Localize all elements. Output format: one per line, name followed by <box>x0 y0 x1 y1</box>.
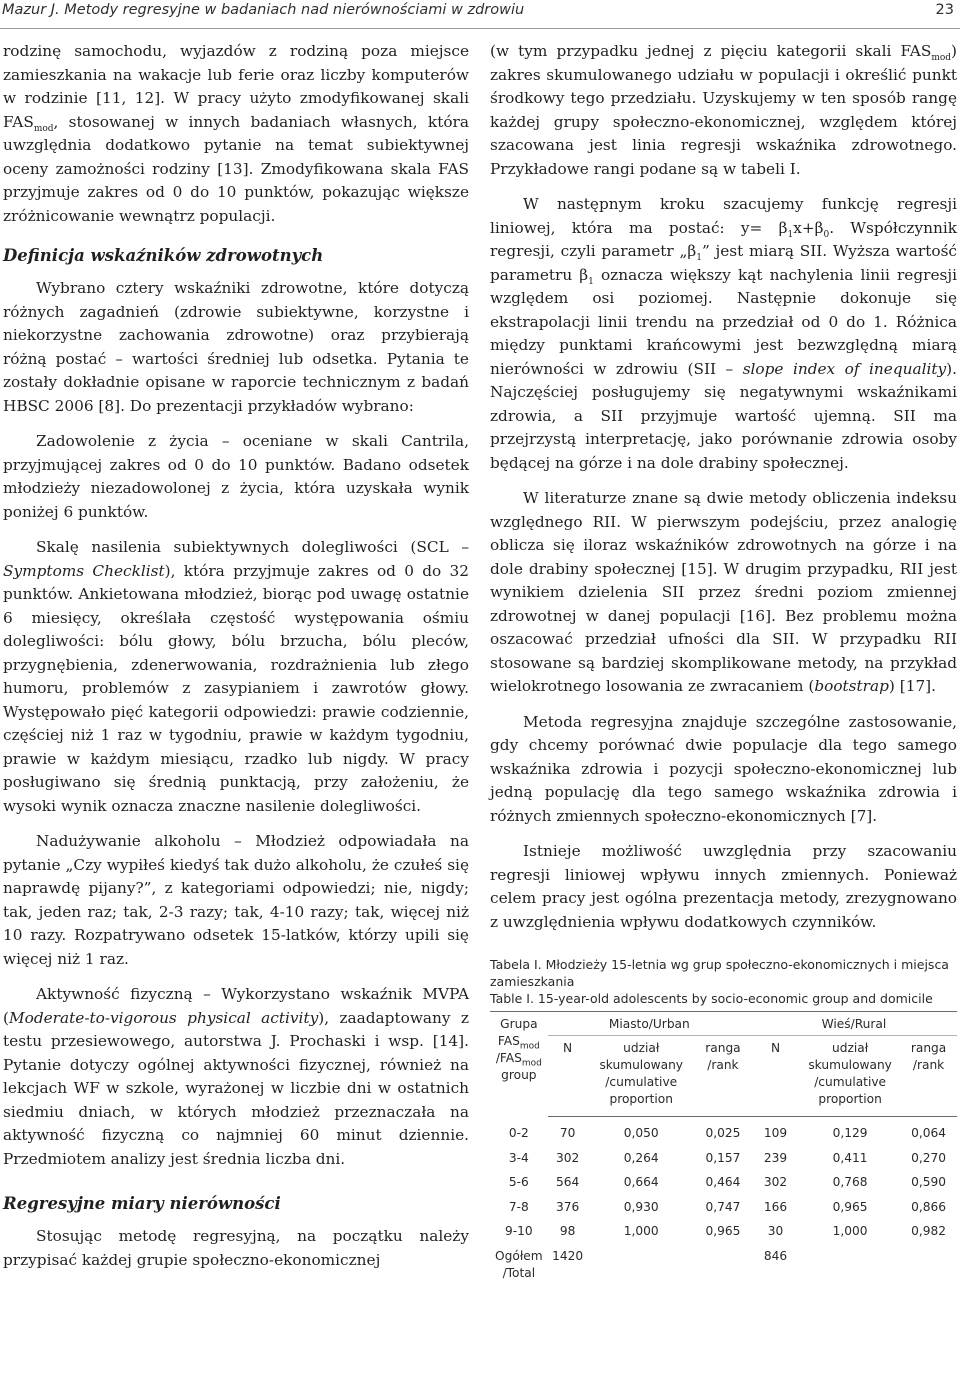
table-header-share-rural: udział skumulowany /cumulative proportion <box>800 1036 900 1117</box>
header-rule <box>0 28 960 29</box>
right-paragraph-4: Metoda regresyjna znajduje szczególne zastosowanie, gdy chcemy porównać dwie populacje dla tego samego wskaźnika zdrowia i pozycji społeczno-ekonomicznej lub jedną populację dla tego samego wskaźnika zdrowia i różnych zmiennych społeczno-ekonomicznych [7]. <box>490 712 957 825</box>
table-row-total: Ogółem /Total 1420 846 <box>495 1248 788 1280</box>
left-column <box>3 40 469 1272</box>
table-header-urban: Miasto/Urban <box>548 1012 751 1036</box>
right-paragraph-5: Istnieje możliwość uwzględnia przy szacowaniu regresji liniowej wpływu innych zmiennych. Ponieważ celem pracy jest ogólna prezentacja metody, zrezygnowano z uwzględnienia wpływu dodatkowych czynników. <box>490 842 957 931</box>
running-header <box>0 0 960 28</box>
table-ses-groups <box>490 1011 957 1282</box>
table-header-n-rural: N <box>751 1036 800 1117</box>
table-caption-en: Table I. 15-year-old adolescents by socio-economic group and domicile <box>490 991 933 1006</box>
left-paragraph-2: Wybrano cztery wskaźniki zdrowotne, które dotyczą różnych zagadnień (zdrowie subiektywne, korzystne i niekorzystne zachowania zdrowotne) oraz przybierają różną postać – wartości średniej lub odsetka. Pytania te zostały dokładnie opisane w raporcie technicznym z badań HBSC 2006 [8]. Do prezentacji przykładów wybrano: <box>3 279 469 415</box>
left-paragraph-4: Skalę nasilenia subiektywnych dolegliwości (SCL – Symptoms Checklist), która przyjmuje zakres od 0 do 32 punktów. Ankietowana młodzież, biorąc pod uwagę ostatnie 6 miesięcy, określała częstość występowania ośmiu dolegliwości: bólu głowy, bólu brzucha, bólu pleców, przygnębienia, zdenerwowania, rozdrażnienia lub złego humoru, problemów z zasypianiem i zawrotów głowy. Występowało pięć kategorii odpowiedzi: prawie codziennie, częściej niż 1 raz w tygodniu, prawie w każdym tygodniu, prawie w każdym miesiącu, rzadko lub nigdy. W pracy posługiwano się średnią punktacją, przy założeniu, że wysoki wynik oznacza znaczne nasilenie dolegliwości. <box>3 538 469 815</box>
left-paragraph-1: rodzinę samochodu, wyjazdów z rodziną poza miejsce zamieszkania na wakacje lub ferie oraz liczby komputerów w rodzinie [11, 12]. W pracy użyto zmodyfikowanej skali $FAS_{mod}$, stosowanej w innych badaniach własnych, która uwzględnia dodatkowo pytanie na temat subiektywnej oceny zamożności rodziny [13]. Zmodyfikowana skala FAS przyjmuje zakres od 0 do 10 punktów, pokazując większe zróżnicowanie wewnątrz populacji. <box>3 42 469 225</box>
table-header-share-urban: udział skumulowany /cumulative proportion <box>587 1036 695 1117</box>
table-row: 7-8 376 0,930 0,747 166 0,965 0,866 <box>508 1199 946 1214</box>
running-title: Mazur J. Metody regresyjne w badaniach nad nierównościami w zdrowiu <box>2 2 525 18</box>
table-header-rank-urban: ranga /rank <box>695 1036 751 1117</box>
right-paragraph-3: W literaturze znane są dwie metody obliczenia indeksu względnego RII. W pierwszym podejściu, przez analogię oblicza się iloraz wskaźników zdrowotnych na górze i na dole drabiny społecznej [15]. W drugim przypadku, RII jest wynikiem dzielenia SII przez średni poziom zmiennej zdrowotnej w danej populacji [16]. Bez problemu można oszacować przedział ufności dla SII. W przypadku RII stosowane są bardziej skomplikowane metody, na przykład wielokrotnego losowania ze zwracaniem (bootstrap) [17]. <box>490 489 957 695</box>
left-paragraph-7: Stosując metodę regresyjną, na początku należy przypisać każdej grupie społeczno-ekonomicznej <box>3 1227 469 1269</box>
left-paragraph-5: Nadużywanie alkoholu – Młodzież odpowiadała na pytanie „Czy wypiłeś kiedyś tak dużo alkoholu, że czułeś się naprawdę pijany?”, z kategoriami odpowiedzi; nie, nigdy; tak, jeden raz; tak, 2-3 razy; tak, 4-10 razy; tak, więcej niż 10 razy. Rozpatrywano odsetek 15-latków, którzy upili się więcej niż 1 raz. <box>3 832 469 968</box>
table-caption-pl: Tabela I. Młodzieży 15-letnia wg grup społeczno-ekonomicznych i miejsca zamieszkania <box>490 957 949 989</box>
left-paragraph-3: Zadowolenie z życia – oceniane w skali Cantrila, przyjmującej zakres od 0 do 10 punktów. Badano odsetek młodzieży niezadowolonej z życia, która uzyskała wynik poniżej 6 punktów. <box>3 432 469 521</box>
table-row: 5-6 564 0,664 0,464 302 0,768 0,590 <box>508 1175 946 1189</box>
table-row: 3-4 302 0,264 0,157 239 0,411 0,270 <box>508 1150 946 1165</box>
table-header-rural: Wieś/Rural <box>751 1012 957 1036</box>
table-header-rank-rural: ranga /rank <box>900 1036 957 1117</box>
table-caption <box>490 956 957 1007</box>
left-paragraph-6: Aktywność fizyczną – Wykorzystano wskaźnik MVPA (Moderate-to-vigorous physical activity), zaadaptowany z testu przesiewowego, autorstwa J. Prochaski i wsp. [14]. Pytanie dotyczy ogólnej aktywności fizycznej, również na lekcjach WF w szkole, wyrażonej w liczbie dni w ostatnich siedmiu dniach, w których młodzież przeznaczała na aktywność fizyczną co najmniej 60 minut dziennie. Przedmiotem analizy jest średnia liczba dni. <box>3 985 469 1168</box>
table-row: 9-10 98 1,000 0,965 30 1,000 0,982 <box>505 1224 946 1238</box>
table-header-n-urban: N <box>548 1036 588 1117</box>
right-paragraph-2: W następnym kroku szacujemy funkcję regresji liniowej, która ma postać: $y= \beta_1x+\beta_0$. Współczynnik regresji, czyli parametr $„\beta_1$” jest miarą SII. Wyższa wartość parametru $\beta_1$ oznacza większy kąt nachylenia linii regresji względem osi poziomej. Następnie dokonuje się ekstrapolacji linii trendu na przedział od 0 do 1. Różnica między punktami krańcowymi jest bezwzględną miarą nierówności w zdrowiu (SII – slope index of inequality). Najczęściej posługujemy się negatywnymi wskaźnikami zdrowia, a SII przyjmuje wartość ujemną. SII ma przejrzystą interpretację, jako porównanie zdrowia osoby będącej na górze i na dole drabiny społecznej. <box>490 195 958 472</box>
section-heading-regression-measures: Regresyjne miary nierówności <box>3 1194 281 1213</box>
right-column <box>490 40 957 1282</box>
table-header-group: Grupa $FAS_{mod}$ $/FAS_{mod}$ group <box>490 1012 548 1117</box>
section-heading-health-indicators: Definicja wskaźników zdrowotnych <box>3 246 324 265</box>
page-number: 23 <box>935 2 954 18</box>
table-row: 0-2 70 0,050 0,025 109 0,129 0,064 <box>508 1125 946 1140</box>
right-paragraph-1: (w tym przypadku jednej z pięciu kategorii skali $FAS_{mod}$) zakres skumulowanego udziału w populacji i określić punkt środkowy tego przedziału. Uzyskujemy w ten sposób rangę każdej grupy społeczno-ekonomicznej, względem której szacowana jest linia regresji wskaźnika zdrowotnego. Przykładowe rangi podane są w tabeli I. <box>490 42 957 178</box>
